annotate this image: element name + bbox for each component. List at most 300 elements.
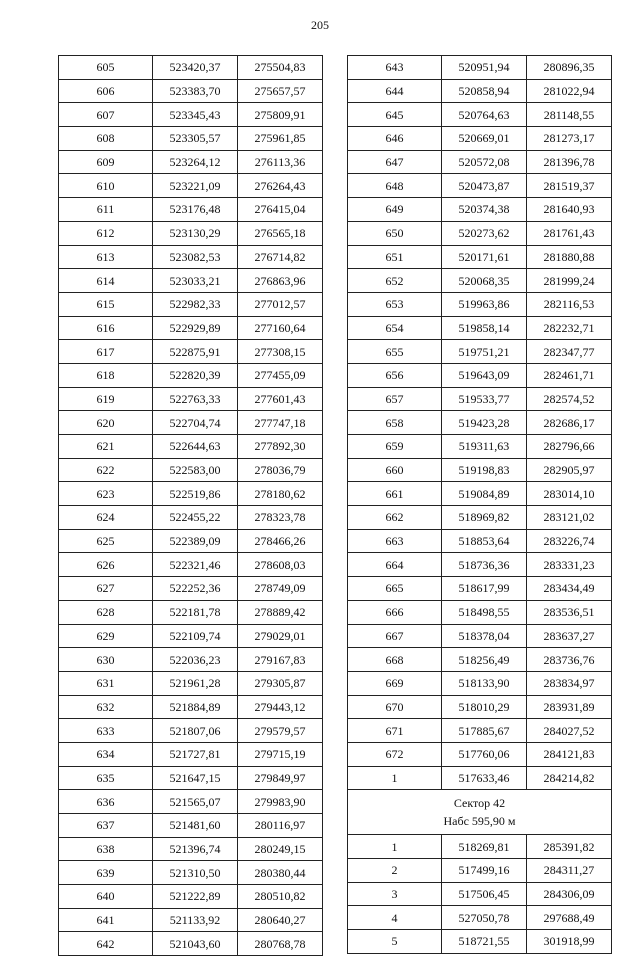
y-coordinate-cell: 276565,18 — [238, 221, 323, 245]
point-number-cell: 618 — [59, 363, 153, 387]
point-number-cell: 620 — [59, 411, 153, 435]
table-row — [348, 316, 612, 340]
table-row — [59, 103, 323, 127]
table-row — [59, 316, 323, 340]
left-table-body — [59, 56, 323, 956]
table-row — [59, 387, 323, 411]
point-number-cell: 1 — [348, 835, 442, 859]
point-number-cell: 3 — [348, 882, 442, 906]
table-row — [59, 340, 323, 364]
table-row — [348, 150, 612, 174]
x-coordinate-cell: 521310,50 — [153, 861, 238, 885]
point-number-cell: 641 — [59, 908, 153, 932]
y-coordinate-cell: 275809,91 — [238, 103, 323, 127]
table-row — [59, 742, 323, 766]
point-number-cell: 665 — [348, 577, 442, 601]
y-coordinate-cell: 280640,27 — [238, 908, 323, 932]
x-coordinate-cell: 518010,29 — [442, 695, 527, 719]
table-row — [348, 174, 612, 198]
y-coordinate-cell: 279579,57 — [238, 719, 323, 743]
table-row — [348, 198, 612, 222]
point-number-cell: 666 — [348, 600, 442, 624]
table-row — [59, 861, 323, 885]
table-row — [59, 600, 323, 624]
table-row — [348, 930, 612, 954]
point-number-cell: 670 — [348, 695, 442, 719]
point-number-cell: 612 — [59, 221, 153, 245]
table-row — [59, 127, 323, 151]
point-number-cell: 644 — [348, 79, 442, 103]
x-coordinate-cell: 517760,06 — [442, 742, 527, 766]
table-row — [348, 766, 612, 790]
point-number-cell: 660 — [348, 458, 442, 482]
y-coordinate-cell: 279849,97 — [238, 766, 323, 790]
x-coordinate-cell: 522036,23 — [153, 648, 238, 672]
x-coordinate-cell: 521565,07 — [153, 790, 238, 814]
x-coordinate-cell: 521727,81 — [153, 742, 238, 766]
table-row — [348, 695, 612, 719]
table-row — [348, 506, 612, 530]
table-row — [59, 245, 323, 269]
x-coordinate-cell: 521647,15 — [153, 766, 238, 790]
point-number-cell: 609 — [59, 150, 153, 174]
table-row — [348, 719, 612, 743]
table-row — [59, 695, 323, 719]
y-coordinate-cell: 280249,15 — [238, 837, 323, 861]
x-coordinate-cell: 521396,74 — [153, 837, 238, 861]
table-row — [348, 56, 612, 80]
y-coordinate-cell: 278180,62 — [238, 482, 323, 506]
x-coordinate-cell: 519311,63 — [442, 435, 527, 459]
y-coordinate-cell: 280510,82 — [238, 885, 323, 909]
y-coordinate-cell: 277160,64 — [238, 316, 323, 340]
section-header-row — [348, 790, 612, 835]
y-coordinate-cell: 284027,52 — [527, 719, 612, 743]
y-coordinate-cell: 281148,55 — [527, 103, 612, 127]
table-row — [59, 174, 323, 198]
point-number-cell: 634 — [59, 742, 153, 766]
x-coordinate-cell: 523130,29 — [153, 221, 238, 245]
point-number-cell: 645 — [348, 103, 442, 127]
y-coordinate-cell: 283121,02 — [527, 506, 612, 530]
x-coordinate-cell: 522321,46 — [153, 553, 238, 577]
y-coordinate-cell: 278608,03 — [238, 553, 323, 577]
table-row — [59, 837, 323, 861]
point-number-cell: 661 — [348, 482, 442, 506]
y-coordinate-cell: 283331,23 — [527, 553, 612, 577]
point-number-cell: 651 — [348, 245, 442, 269]
point-number-cell: 669 — [348, 671, 442, 695]
y-coordinate-cell: 278749,09 — [238, 577, 323, 601]
point-number-cell: 614 — [59, 269, 153, 293]
x-coordinate-cell: 523176,48 — [153, 198, 238, 222]
y-coordinate-cell: 277308,15 — [238, 340, 323, 364]
y-coordinate-cell: 280380,44 — [238, 861, 323, 885]
point-number-cell: 608 — [59, 127, 153, 151]
x-coordinate-cell: 520171,61 — [442, 245, 527, 269]
table-row — [348, 482, 612, 506]
point-number-cell: 607 — [59, 103, 153, 127]
point-number-cell: 617 — [59, 340, 153, 364]
y-coordinate-cell: 282461,71 — [527, 363, 612, 387]
x-coordinate-cell: 520764,63 — [442, 103, 527, 127]
x-coordinate-cell: 521133,92 — [153, 908, 238, 932]
point-number-cell: 635 — [59, 766, 153, 790]
y-coordinate-cell: 277747,18 — [238, 411, 323, 435]
y-coordinate-cell: 281519,37 — [527, 174, 612, 198]
y-coordinate-cell: 279305,87 — [238, 671, 323, 695]
x-coordinate-cell: 520068,35 — [442, 269, 527, 293]
point-number-cell: 659 — [348, 435, 442, 459]
table-row — [348, 648, 612, 672]
x-coordinate-cell: 522704,74 — [153, 411, 238, 435]
y-coordinate-cell: 278323,78 — [238, 506, 323, 530]
point-number-cell: 652 — [348, 269, 442, 293]
x-coordinate-cell: 519643,09 — [442, 363, 527, 387]
table-row — [59, 150, 323, 174]
point-number-cell: 629 — [59, 624, 153, 648]
table-row — [59, 932, 323, 956]
table-row — [348, 577, 612, 601]
point-number-cell: 626 — [59, 553, 153, 577]
table-row — [348, 387, 612, 411]
x-coordinate-cell: 517633,46 — [442, 766, 527, 790]
x-coordinate-cell: 517506,45 — [442, 882, 527, 906]
point-number-cell: 613 — [59, 245, 153, 269]
point-number-cell: 631 — [59, 671, 153, 695]
x-coordinate-cell: 519533,77 — [442, 387, 527, 411]
point-number-cell: 656 — [348, 363, 442, 387]
x-coordinate-cell: 522181,78 — [153, 600, 238, 624]
x-coordinate-cell: 522455,22 — [153, 506, 238, 530]
x-coordinate-cell: 521807,06 — [153, 719, 238, 743]
y-coordinate-cell: 283637,27 — [527, 624, 612, 648]
y-coordinate-cell: 282574,52 — [527, 387, 612, 411]
table-row — [59, 624, 323, 648]
x-coordinate-cell: 521884,89 — [153, 695, 238, 719]
right-table-body-bottom — [348, 835, 612, 953]
x-coordinate-cell: 519423,28 — [442, 411, 527, 435]
y-coordinate-cell: 282116,53 — [527, 292, 612, 316]
y-coordinate-cell: 282686,17 — [527, 411, 612, 435]
point-number-cell: 619 — [59, 387, 153, 411]
y-coordinate-cell: 283434,49 — [527, 577, 612, 601]
point-number-cell: 622 — [59, 458, 153, 482]
point-number-cell: 4 — [348, 906, 442, 930]
table-row — [59, 553, 323, 577]
y-coordinate-cell: 282347,77 — [527, 340, 612, 364]
x-coordinate-cell: 521222,89 — [153, 885, 238, 909]
table-row — [59, 435, 323, 459]
x-coordinate-cell: 519963,86 — [442, 292, 527, 316]
y-coordinate-cell: 281999,24 — [527, 269, 612, 293]
x-coordinate-cell: 523305,57 — [153, 127, 238, 151]
table-row — [59, 221, 323, 245]
table-row — [59, 458, 323, 482]
y-coordinate-cell: 301918,99 — [527, 930, 612, 954]
point-number-cell: 628 — [59, 600, 153, 624]
table-row — [348, 859, 612, 883]
x-coordinate-cell: 518269,81 — [442, 835, 527, 859]
y-coordinate-cell: 278466,26 — [238, 529, 323, 553]
point-number-cell: 606 — [59, 79, 153, 103]
y-coordinate-cell: 278036,79 — [238, 458, 323, 482]
table-row — [348, 269, 612, 293]
x-coordinate-cell: 523345,43 — [153, 103, 238, 127]
y-coordinate-cell: 284306,09 — [527, 882, 612, 906]
x-coordinate-cell: 523420,37 — [153, 56, 238, 80]
table-row — [59, 790, 323, 814]
y-coordinate-cell: 281880,88 — [527, 245, 612, 269]
table-row — [348, 835, 612, 859]
point-number-cell: 630 — [59, 648, 153, 672]
coordinates-table-left — [58, 55, 323, 956]
x-coordinate-cell: 521961,28 — [153, 671, 238, 695]
y-coordinate-cell: 281273,17 — [527, 127, 612, 151]
table-row — [59, 56, 323, 80]
table-row — [59, 363, 323, 387]
table-row — [348, 221, 612, 245]
x-coordinate-cell: 519198,83 — [442, 458, 527, 482]
y-coordinate-cell: 279443,12 — [238, 695, 323, 719]
point-number-cell: 611 — [59, 198, 153, 222]
point-number-cell: 648 — [348, 174, 442, 198]
section-title: Сектор 42 — [453, 795, 506, 810]
point-number-cell: 627 — [59, 577, 153, 601]
x-coordinate-cell: 518256,49 — [442, 648, 527, 672]
x-coordinate-cell: 519084,89 — [442, 482, 527, 506]
x-coordinate-cell: 520374,38 — [442, 198, 527, 222]
point-number-cell: 625 — [59, 529, 153, 553]
x-coordinate-cell: 522982,33 — [153, 292, 238, 316]
x-coordinate-cell: 517885,67 — [442, 719, 527, 743]
point-number-cell: 662 — [348, 506, 442, 530]
y-coordinate-cell: 281022,94 — [527, 79, 612, 103]
table-row — [348, 742, 612, 766]
x-coordinate-cell: 522875,91 — [153, 340, 238, 364]
y-coordinate-cell: 276113,36 — [238, 150, 323, 174]
point-number-cell: 1 — [348, 766, 442, 790]
table-row — [59, 79, 323, 103]
y-coordinate-cell: 276264,43 — [238, 174, 323, 198]
table-row — [59, 577, 323, 601]
x-coordinate-cell: 519858,14 — [442, 316, 527, 340]
y-coordinate-cell: 284214,82 — [527, 766, 612, 790]
y-coordinate-cell: 283536,51 — [527, 600, 612, 624]
point-number-cell: 667 — [348, 624, 442, 648]
x-coordinate-cell: 522644,63 — [153, 435, 238, 459]
y-coordinate-cell: 285391,82 — [527, 835, 612, 859]
y-coordinate-cell: 277892,30 — [238, 435, 323, 459]
table-row — [348, 553, 612, 577]
table-row — [348, 340, 612, 364]
y-coordinate-cell: 280116,97 — [238, 814, 323, 838]
y-coordinate-cell: 281761,43 — [527, 221, 612, 245]
x-coordinate-cell: 518617,99 — [442, 577, 527, 601]
y-coordinate-cell: 275657,57 — [238, 79, 323, 103]
x-coordinate-cell: 522252,36 — [153, 577, 238, 601]
point-number-cell: 639 — [59, 861, 153, 885]
point-number-cell: 655 — [348, 340, 442, 364]
y-coordinate-cell: 276415,04 — [238, 198, 323, 222]
point-number-cell: 637 — [59, 814, 153, 838]
y-coordinate-cell: 281396,78 — [527, 150, 612, 174]
x-coordinate-cell: 520669,01 — [442, 127, 527, 151]
y-coordinate-cell: 283226,74 — [527, 529, 612, 553]
x-coordinate-cell: 527050,78 — [442, 906, 527, 930]
table-row — [348, 363, 612, 387]
y-coordinate-cell: 275961,85 — [238, 127, 323, 151]
point-number-cell: 653 — [348, 292, 442, 316]
x-coordinate-cell: 523383,70 — [153, 79, 238, 103]
x-coordinate-cell: 522109,74 — [153, 624, 238, 648]
x-coordinate-cell: 522929,89 — [153, 316, 238, 340]
section-header-cell — [348, 790, 612, 835]
point-number-cell: 671 — [348, 719, 442, 743]
point-number-cell: 640 — [59, 885, 153, 909]
x-coordinate-cell: 522820,39 — [153, 363, 238, 387]
x-coordinate-cell: 518721,55 — [442, 930, 527, 954]
point-number-cell: 633 — [59, 719, 153, 743]
table-row — [59, 814, 323, 838]
table-row — [348, 292, 612, 316]
point-number-cell: 5 — [348, 930, 442, 954]
table-row — [348, 245, 612, 269]
point-number-cell: 646 — [348, 127, 442, 151]
y-coordinate-cell: 278889,42 — [238, 600, 323, 624]
table-row — [348, 411, 612, 435]
point-number-cell: 615 — [59, 292, 153, 316]
x-coordinate-cell: 523033,21 — [153, 269, 238, 293]
table-row — [59, 766, 323, 790]
point-number-cell: 636 — [59, 790, 153, 814]
y-coordinate-cell: 275504,83 — [238, 56, 323, 80]
point-number-cell: 638 — [59, 837, 153, 861]
y-coordinate-cell: 276714,82 — [238, 245, 323, 269]
table-row — [348, 458, 612, 482]
point-number-cell: 610 — [59, 174, 153, 198]
coordinates-table-right — [347, 55, 612, 954]
x-coordinate-cell: 517499,16 — [442, 859, 527, 883]
x-coordinate-cell: 520273,62 — [442, 221, 527, 245]
point-number-cell: 623 — [59, 482, 153, 506]
x-coordinate-cell: 518133,90 — [442, 671, 527, 695]
table-row — [348, 79, 612, 103]
x-coordinate-cell: 522389,09 — [153, 529, 238, 553]
y-coordinate-cell: 284121,83 — [527, 742, 612, 766]
table-row — [348, 103, 612, 127]
point-number-cell: 616 — [59, 316, 153, 340]
x-coordinate-cell: 518853,64 — [442, 529, 527, 553]
table-row — [348, 882, 612, 906]
point-number-cell: 621 — [59, 435, 153, 459]
right-table-body-top — [348, 56, 612, 790]
y-coordinate-cell: 280896,35 — [527, 56, 612, 80]
table-row — [348, 624, 612, 648]
table-row — [348, 529, 612, 553]
y-coordinate-cell: 279167,83 — [238, 648, 323, 672]
table-row — [348, 906, 612, 930]
point-number-cell: 654 — [348, 316, 442, 340]
y-coordinate-cell: 282232,71 — [527, 316, 612, 340]
point-number-cell: 663 — [348, 529, 442, 553]
table-row — [59, 529, 323, 553]
y-coordinate-cell: 279029,01 — [238, 624, 323, 648]
x-coordinate-cell: 522519,86 — [153, 482, 238, 506]
point-number-cell: 605 — [59, 56, 153, 80]
x-coordinate-cell: 521043,60 — [153, 932, 238, 956]
x-coordinate-cell: 520951,94 — [442, 56, 527, 80]
x-coordinate-cell: 523082,53 — [153, 245, 238, 269]
point-number-cell: 643 — [348, 56, 442, 80]
page-number: 205 — [311, 18, 329, 32]
table-row — [59, 269, 323, 293]
x-coordinate-cell: 519751,21 — [442, 340, 527, 364]
y-coordinate-cell: 276863,96 — [238, 269, 323, 293]
y-coordinate-cell: 279715,19 — [238, 742, 323, 766]
x-coordinate-cell: 518969,82 — [442, 506, 527, 530]
point-number-cell: 642 — [59, 932, 153, 956]
x-coordinate-cell: 522763,33 — [153, 387, 238, 411]
point-number-cell: 649 — [348, 198, 442, 222]
point-number-cell: 658 — [348, 411, 442, 435]
y-coordinate-cell: 283736,76 — [527, 648, 612, 672]
table-row — [348, 435, 612, 459]
x-coordinate-cell: 518498,55 — [442, 600, 527, 624]
right-table-section — [348, 790, 612, 835]
y-coordinate-cell: 281640,93 — [527, 198, 612, 222]
y-coordinate-cell: 282905,97 — [527, 458, 612, 482]
point-number-cell: 647 — [348, 150, 442, 174]
table-row — [59, 908, 323, 932]
x-coordinate-cell: 520858,94 — [442, 79, 527, 103]
x-coordinate-cell: 523221,09 — [153, 174, 238, 198]
point-number-cell: 672 — [348, 742, 442, 766]
table-row — [59, 648, 323, 672]
y-coordinate-cell: 297688,49 — [527, 906, 612, 930]
point-number-cell: 668 — [348, 648, 442, 672]
table-row — [59, 292, 323, 316]
point-number-cell: 632 — [59, 695, 153, 719]
table-row — [59, 482, 323, 506]
table-row — [59, 671, 323, 695]
y-coordinate-cell: 277455,09 — [238, 363, 323, 387]
y-coordinate-cell: 279983,90 — [238, 790, 323, 814]
table-row — [348, 671, 612, 695]
point-number-cell: 650 — [348, 221, 442, 245]
x-coordinate-cell: 518378,04 — [442, 624, 527, 648]
table-row — [348, 600, 612, 624]
y-coordinate-cell: 284311,27 — [527, 859, 612, 883]
table-row — [59, 719, 323, 743]
x-coordinate-cell: 521481,60 — [153, 814, 238, 838]
x-coordinate-cell: 520572,08 — [442, 150, 527, 174]
x-coordinate-cell: 520473,87 — [442, 174, 527, 198]
y-coordinate-cell: 277012,57 — [238, 292, 323, 316]
point-number-cell: 657 — [348, 387, 442, 411]
y-coordinate-cell: 277601,43 — [238, 387, 323, 411]
y-coordinate-cell: 280768,78 — [238, 932, 323, 956]
y-coordinate-cell: 283834,97 — [527, 671, 612, 695]
y-coordinate-cell: 283931,89 — [527, 695, 612, 719]
y-coordinate-cell: 283014,10 — [527, 482, 612, 506]
y-coordinate-cell: 282796,66 — [527, 435, 612, 459]
x-coordinate-cell: 523264,12 — [153, 150, 238, 174]
x-coordinate-cell: 518736,36 — [442, 553, 527, 577]
point-number-cell: 664 — [348, 553, 442, 577]
point-number-cell: 624 — [59, 506, 153, 530]
table-row — [348, 127, 612, 151]
